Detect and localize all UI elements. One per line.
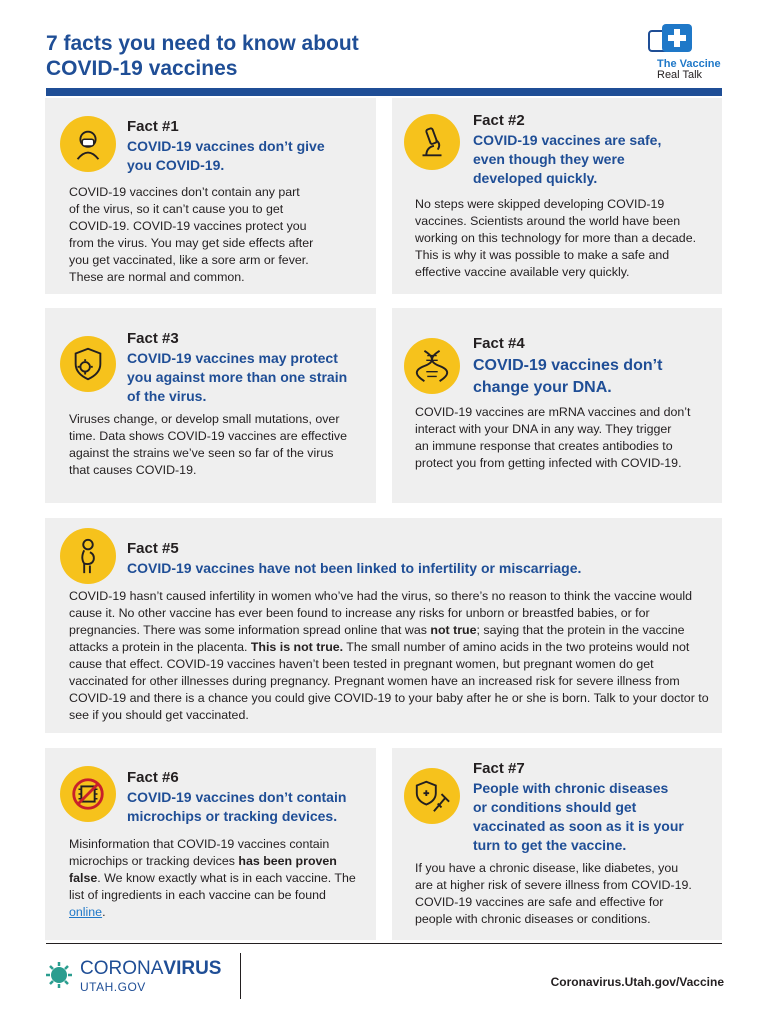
no-microchip-icon [60, 766, 116, 822]
page-title [46, 31, 359, 81]
fact-3-label: Fact #3 [127, 330, 179, 347]
fact-card-3 [45, 308, 376, 503]
footer-vertical-divider [240, 953, 241, 999]
fact-1-body [69, 184, 369, 286]
fact-6-heading [127, 788, 372, 826]
fact-2-heading [473, 131, 713, 188]
fact-1-body-line: These are normal and common. [69, 270, 245, 284]
coronavirus-utah-logo [44, 958, 244, 998]
fact-6-label: Fact #6 [127, 769, 179, 786]
fact-card-1 [45, 98, 376, 294]
fact-5-heading: COVID-19 vaccines have not been linked to infertility or miscarriage. [127, 560, 582, 576]
page-title-line-2: COVID-19 vaccines [46, 57, 238, 80]
fact-3-body-line: that causes COVID-19. [69, 463, 197, 477]
fact-1-heading-line: COVID-19 vaccines don’t give [127, 138, 325, 154]
fact-2-body-line: No steps were skipped developing COVID-19 [415, 197, 665, 211]
fact-3-body-line: Viruses change, or develop small mutations, over [69, 412, 340, 426]
fact-7-body-line: people with chronic diseases or conditions. [415, 912, 651, 926]
shield-virus-icon [60, 336, 116, 392]
fact-5-body-bold: not true [430, 623, 477, 637]
fact-5-body-text: The small number of amino acids in the two proteins would not cause that effect. COVID-19 vaccines haven’t been tested in pregnant women, but pregnant women do get vaccinated for other illnesses during pregnancy. Pregnant women have an increased risk for severe illness from COVID-19 and there is a chance you could give COVID-19 to your baby after he or she is born. Talk to your doctor to see if you should get vaccinated. [69, 640, 709, 722]
logo-line-2: Real Talk [657, 69, 703, 81]
fact-7-body-line: are at higher risk of severe illness from COVID-19. [415, 878, 692, 892]
fact-6-body [69, 836, 359, 921]
fact-3-heading-line: you against more than one strain [127, 369, 348, 385]
fact-6-body-text: . We know exactly what is in each vaccine. The list of ingredients in each vaccine can be found [69, 871, 356, 902]
fact-6-heading-line: microchips or tracking devices. [127, 808, 338, 824]
fact-3-body-line: against the strains we’ve seen so far of the virus [69, 446, 334, 460]
fact-4-body-line: an immune response that creates antibodies to [415, 439, 673, 453]
footer-url: Coronavirus.Utah.gov/Vaccine [550, 975, 724, 989]
fact-3-heading-line: of the virus. [127, 388, 207, 404]
fact-4-body [415, 404, 720, 472]
fact-2-heading-line: even though they were [473, 151, 625, 167]
fact-7-heading-line: or conditions should get [473, 799, 637, 815]
fact-3-heading [127, 349, 372, 406]
fact-7-body [415, 860, 720, 928]
fact-card-5 [45, 518, 722, 733]
fact-5-body-text: ; saying that the protein in the vaccine attacks a protein in the placenta. [69, 623, 685, 654]
dna-icon [404, 338, 460, 394]
fact-1-body-line: COVID-19 vaccines don’t contain any part [69, 185, 300, 199]
fact-2-heading-line: COVID-19 vaccines are safe, [473, 132, 662, 148]
fact-card-4 [392, 308, 722, 503]
fact-6-heading-line: COVID-19 vaccines don’t contain [127, 789, 347, 805]
fact-7-heading-line: vaccinated as soon as it is your [473, 818, 684, 834]
vaccine-real-talk-logo [640, 24, 730, 84]
fact-2-heading-line: developed quickly. [473, 170, 598, 186]
fact-1-heading [127, 137, 367, 175]
fact-3-heading-line: COVID-19 vaccines may protect [127, 350, 338, 366]
pregnant-woman-icon [60, 528, 116, 584]
fact-card-6 [45, 748, 376, 940]
fact-1-body-line: from the virus. You may get side effects after [69, 236, 314, 250]
fact-5-body-text: COVID-19 hasn’t caused infertility in women who’ve had the virus, so there’s no reason to think the vaccine would cause it. No other vaccine has ever been found to increase any risks for unborn or breastfed babies, or for pregnancies. There was some information spread online that was [69, 589, 693, 637]
footer-divider-line [46, 943, 722, 944]
fact-7-heading-line: turn to get the vaccine. [473, 837, 627, 853]
fact-5-body [69, 588, 714, 724]
fact-6-body-text: . [102, 905, 106, 919]
fact-4-heading-line: change your DNA. [473, 379, 612, 396]
fact-6-body-bold: has been proven false [69, 854, 337, 885]
page-title-line-1: 7 facts you need to know about [46, 32, 359, 55]
fact-7-heading-line: People with chronic diseases [473, 780, 669, 796]
fact-4-heading [473, 355, 713, 399]
fact-card-7 [392, 748, 722, 940]
fact-1-body-line: COVID-19. COVID-19 vaccines protect you [69, 219, 307, 233]
fact-4-label: Fact #4 [473, 335, 525, 352]
fact-3-body-line: time. Data shows COVID-19 vaccines are effective [69, 429, 347, 443]
medical-cross-icon [662, 24, 692, 52]
fact-2-label: Fact #2 [473, 112, 525, 129]
brand-name-bold: VIRUS [163, 958, 222, 979]
shield-syringe-icon [404, 768, 460, 824]
fact-2-body-line: This is why it was possible to make a safe and [415, 248, 670, 262]
fact-4-body-line: protect you from getting infected with COVID-19. [415, 456, 682, 470]
fact-4-heading-line: COVID-19 vaccines don’t [473, 357, 663, 374]
fact-1-body-line: you get vaccinated, like a sore arm or fever. [69, 253, 309, 267]
fact-7-body-line: COVID-19 vaccines are safe and effective for [415, 895, 664, 909]
fact-1-body-line: of the virus, so it can’t cause you to get [69, 202, 284, 216]
header-divider [46, 88, 722, 96]
microscope-icon [404, 114, 460, 170]
person-with-mask-icon [60, 116, 116, 172]
fact-6-body-text: Misinformation that COVID-19 vaccines contain microchips or tracking devices [69, 837, 330, 868]
fact-7-heading [473, 779, 718, 855]
online-link[interactable]: online [69, 905, 103, 919]
fact-1-heading-line: you COVID-19. [127, 157, 225, 173]
fact-2-body-line: working on this technology for more than a decade. [415, 231, 697, 245]
logo-line-1: The Vaccine [657, 58, 721, 70]
fact-5-label: Fact #5 [127, 540, 179, 557]
fact-2-body-line: vaccines. Scientists around the world have been [415, 214, 681, 228]
fact-5-body-bold: This is not true. [250, 640, 344, 654]
fact-2-body [415, 196, 720, 281]
brand-subtitle: UTAH.GOV [80, 980, 146, 994]
fact-4-body-line: COVID-19 vaccines are mRNA vaccines and don’t [415, 405, 691, 419]
fact-2-body-line: effective vaccine available very quickly. [415, 265, 630, 279]
fact-1-label: Fact #1 [127, 118, 179, 135]
fact-7-label: Fact #7 [473, 760, 525, 777]
fact-card-2 [392, 98, 722, 294]
virus-icon [44, 960, 74, 990]
fact-7-body-line: If you have a chronic disease, like diabetes, you [415, 861, 679, 875]
fact-3-body [69, 411, 374, 479]
fact-4-body-line: interact with your DNA in any way. They trigger [415, 422, 672, 436]
brand-name-plain: CORONA [80, 958, 164, 979]
brand-name [80, 958, 221, 980]
